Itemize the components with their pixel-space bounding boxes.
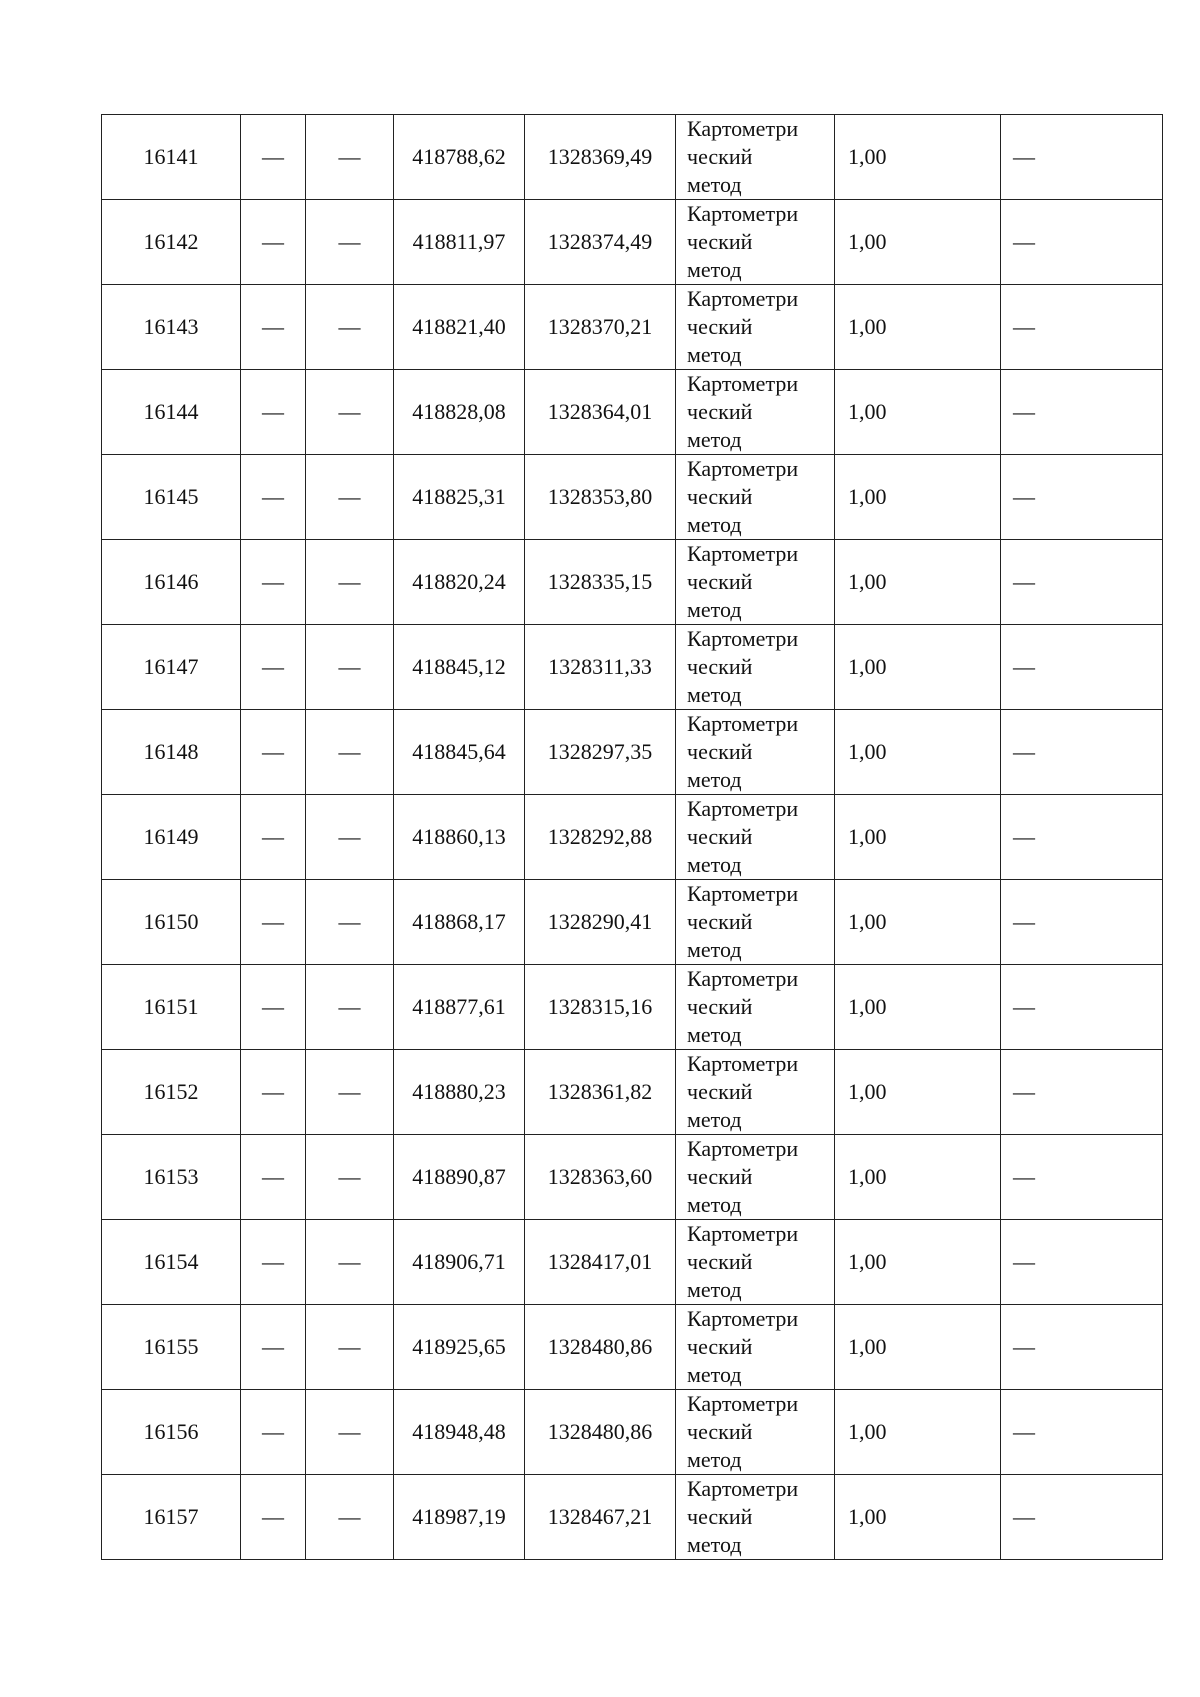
cell-description: — [1001, 625, 1163, 710]
cell-method [676, 1305, 835, 1390]
cell-col3: — [306, 1220, 394, 1305]
cell-description: — [1001, 795, 1163, 880]
table-row [102, 285, 1163, 370]
table-row [102, 795, 1163, 880]
cell-x-coordinate: 418811,97 [394, 200, 525, 285]
method-text: Картометри ческий метод [687, 286, 799, 367]
cell-col2: — [241, 540, 306, 625]
cell-description: — [1001, 200, 1163, 285]
cell-y-coordinate: 1328290,41 [525, 880, 676, 965]
cell-col2: — [241, 1305, 306, 1390]
cell-method [676, 200, 835, 285]
cell-y-coordinate: 1328417,01 [525, 1220, 676, 1305]
cell-point-number: 16154 [102, 1220, 241, 1305]
cell-description: — [1001, 1390, 1163, 1475]
cell-col2: — [241, 370, 306, 455]
cell-x-coordinate: 418828,08 [394, 370, 525, 455]
cell-col2: — [241, 625, 306, 710]
cell-col2: — [241, 1135, 306, 1220]
cell-accuracy: 1,00 [835, 1305, 1001, 1390]
cell-y-coordinate: 1328369,49 [525, 115, 676, 200]
cell-method [676, 965, 835, 1050]
cell-col3: — [306, 1305, 394, 1390]
cell-col2: — [241, 1220, 306, 1305]
cell-point-number: 16142 [102, 200, 241, 285]
cell-accuracy: 1,00 [835, 625, 1001, 710]
cell-col3: — [306, 795, 394, 880]
cell-col2: — [241, 710, 306, 795]
cell-x-coordinate: 418890,87 [394, 1135, 525, 1220]
cell-method [676, 455, 835, 540]
cell-accuracy: 1,00 [835, 880, 1001, 965]
cell-col3: — [306, 540, 394, 625]
table-body [102, 115, 1163, 1560]
cell-point-number: 16157 [102, 1475, 241, 1560]
cell-x-coordinate: 418948,48 [394, 1390, 525, 1475]
method-text: Картометри ческий метод [687, 541, 799, 622]
cell-accuracy: 1,00 [835, 455, 1001, 540]
cell-point-number: 16150 [102, 880, 241, 965]
cell-y-coordinate: 1328335,15 [525, 540, 676, 625]
cell-col3: — [306, 370, 394, 455]
table-row [102, 115, 1163, 200]
cell-method [676, 1220, 835, 1305]
cell-y-coordinate: 1328480,86 [525, 1390, 676, 1475]
method-text: Картометри ческий метод [687, 1136, 799, 1217]
cell-description: — [1001, 115, 1163, 200]
cell-description: — [1001, 710, 1163, 795]
method-text: Картометри ческий метод [687, 116, 799, 197]
method-text: Картометри ческий метод [687, 371, 799, 452]
cell-method [676, 1475, 835, 1560]
cell-col2: — [241, 965, 306, 1050]
cell-y-coordinate: 1328315,16 [525, 965, 676, 1050]
cell-col3: — [306, 625, 394, 710]
cell-point-number: 16146 [102, 540, 241, 625]
cell-accuracy: 1,00 [835, 1135, 1001, 1220]
cell-x-coordinate: 418788,62 [394, 115, 525, 200]
method-text: Картометри ческий метод [687, 1476, 799, 1557]
cell-col3: — [306, 710, 394, 795]
cell-y-coordinate: 1328480,86 [525, 1305, 676, 1390]
cell-description: — [1001, 1050, 1163, 1135]
cell-description: — [1001, 1220, 1163, 1305]
cell-col3: — [306, 965, 394, 1050]
cell-col3: — [306, 115, 394, 200]
cell-point-number: 16152 [102, 1050, 241, 1135]
cell-accuracy: 1,00 [835, 795, 1001, 880]
cell-method [676, 1390, 835, 1475]
cell-point-number: 16145 [102, 455, 241, 540]
cell-description: — [1001, 285, 1163, 370]
cell-y-coordinate: 1328297,35 [525, 710, 676, 795]
cell-method [676, 795, 835, 880]
method-text: Картометри ческий метод [687, 966, 799, 1047]
table-row [102, 1390, 1163, 1475]
cell-method [676, 625, 835, 710]
cell-col2: — [241, 1050, 306, 1135]
cell-method [676, 710, 835, 795]
cell-col3: — [306, 1390, 394, 1475]
cell-y-coordinate: 1328311,33 [525, 625, 676, 710]
cell-x-coordinate: 418845,64 [394, 710, 525, 795]
cell-accuracy: 1,00 [835, 370, 1001, 455]
cell-col2: — [241, 285, 306, 370]
cell-description: — [1001, 1135, 1163, 1220]
cell-method [676, 285, 835, 370]
table-row [102, 625, 1163, 710]
table-row [102, 710, 1163, 795]
cell-x-coordinate: 418906,71 [394, 1220, 525, 1305]
cell-point-number: 16147 [102, 625, 241, 710]
cell-col2: — [241, 1390, 306, 1475]
cell-point-number: 16153 [102, 1135, 241, 1220]
cell-col2: — [241, 455, 306, 540]
table-row [102, 965, 1163, 1050]
cell-x-coordinate: 418820,24 [394, 540, 525, 625]
cell-accuracy: 1,00 [835, 540, 1001, 625]
cell-accuracy: 1,00 [835, 200, 1001, 285]
cell-x-coordinate: 418860,13 [394, 795, 525, 880]
table-row [102, 540, 1163, 625]
cell-description: — [1001, 540, 1163, 625]
cell-point-number: 16143 [102, 285, 241, 370]
cell-accuracy: 1,00 [835, 1050, 1001, 1135]
cell-col2: — [241, 115, 306, 200]
cell-y-coordinate: 1328292,88 [525, 795, 676, 880]
cell-accuracy: 1,00 [835, 285, 1001, 370]
cell-col2: — [241, 795, 306, 880]
cell-accuracy: 1,00 [835, 965, 1001, 1050]
cell-col3: — [306, 880, 394, 965]
table-row [102, 455, 1163, 540]
cell-point-number: 16141 [102, 115, 241, 200]
table-row [102, 1305, 1163, 1390]
cell-description: — [1001, 965, 1163, 1050]
cell-point-number: 16155 [102, 1305, 241, 1390]
method-text: Картометри ческий метод [687, 456, 799, 537]
cell-y-coordinate: 1328467,21 [525, 1475, 676, 1560]
cell-col2: — [241, 200, 306, 285]
table-row [102, 1135, 1163, 1220]
cell-x-coordinate: 418925,65 [394, 1305, 525, 1390]
cell-description: — [1001, 370, 1163, 455]
cell-point-number: 16148 [102, 710, 241, 795]
table-row [102, 1050, 1163, 1135]
cell-col3: — [306, 1135, 394, 1220]
coordinates-table [101, 114, 1163, 1560]
cell-description: — [1001, 1305, 1163, 1390]
cell-description: — [1001, 1475, 1163, 1560]
table-row [102, 880, 1163, 965]
table-row [102, 1475, 1163, 1560]
cell-method [676, 1050, 835, 1135]
cell-col3: — [306, 1475, 394, 1560]
cell-y-coordinate: 1328363,60 [525, 1135, 676, 1220]
cell-method [676, 540, 835, 625]
cell-col2: — [241, 880, 306, 965]
cell-x-coordinate: 418821,40 [394, 285, 525, 370]
table-row [102, 200, 1163, 285]
cell-point-number: 16156 [102, 1390, 241, 1475]
cell-method [676, 880, 835, 965]
cell-y-coordinate: 1328370,21 [525, 285, 676, 370]
cell-col3: — [306, 455, 394, 540]
cell-col3: — [306, 1050, 394, 1135]
cell-accuracy: 1,00 [835, 1220, 1001, 1305]
cell-description: — [1001, 455, 1163, 540]
cell-point-number: 16144 [102, 370, 241, 455]
method-text: Картометри ческий метод [687, 796, 799, 877]
method-text: Картометри ческий метод [687, 1051, 799, 1132]
cell-point-number: 16149 [102, 795, 241, 880]
cell-y-coordinate: 1328364,01 [525, 370, 676, 455]
cell-description: — [1001, 880, 1163, 965]
cell-x-coordinate: 418987,19 [394, 1475, 525, 1560]
cell-y-coordinate: 1328361,82 [525, 1050, 676, 1135]
cell-x-coordinate: 418845,12 [394, 625, 525, 710]
method-text: Картометри ческий метод [687, 1306, 799, 1387]
method-text: Картометри ческий метод [687, 1221, 799, 1302]
cell-method [676, 370, 835, 455]
cell-method [676, 115, 835, 200]
table-row [102, 1220, 1163, 1305]
cell-point-number: 16151 [102, 965, 241, 1050]
method-text: Картометри ческий метод [687, 1391, 799, 1472]
method-text: Картометри ческий метод [687, 881, 799, 962]
cell-accuracy: 1,00 [835, 1390, 1001, 1475]
cell-accuracy: 1,00 [835, 1475, 1001, 1560]
cell-x-coordinate: 418880,23 [394, 1050, 525, 1135]
method-text: Картометри ческий метод [687, 626, 799, 707]
method-text: Картометри ческий метод [687, 201, 799, 282]
cell-y-coordinate: 1328374,49 [525, 200, 676, 285]
cell-col3: — [306, 285, 394, 370]
table-row [102, 370, 1163, 455]
cell-accuracy: 1,00 [835, 710, 1001, 795]
method-text: Картометри ческий метод [687, 711, 799, 792]
cell-x-coordinate: 418868,17 [394, 880, 525, 965]
cell-col2: — [241, 1475, 306, 1560]
cell-y-coordinate: 1328353,80 [525, 455, 676, 540]
cell-x-coordinate: 418825,31 [394, 455, 525, 540]
cell-accuracy: 1,00 [835, 115, 1001, 200]
cell-col3: — [306, 200, 394, 285]
cell-x-coordinate: 418877,61 [394, 965, 525, 1050]
cell-method [676, 1135, 835, 1220]
